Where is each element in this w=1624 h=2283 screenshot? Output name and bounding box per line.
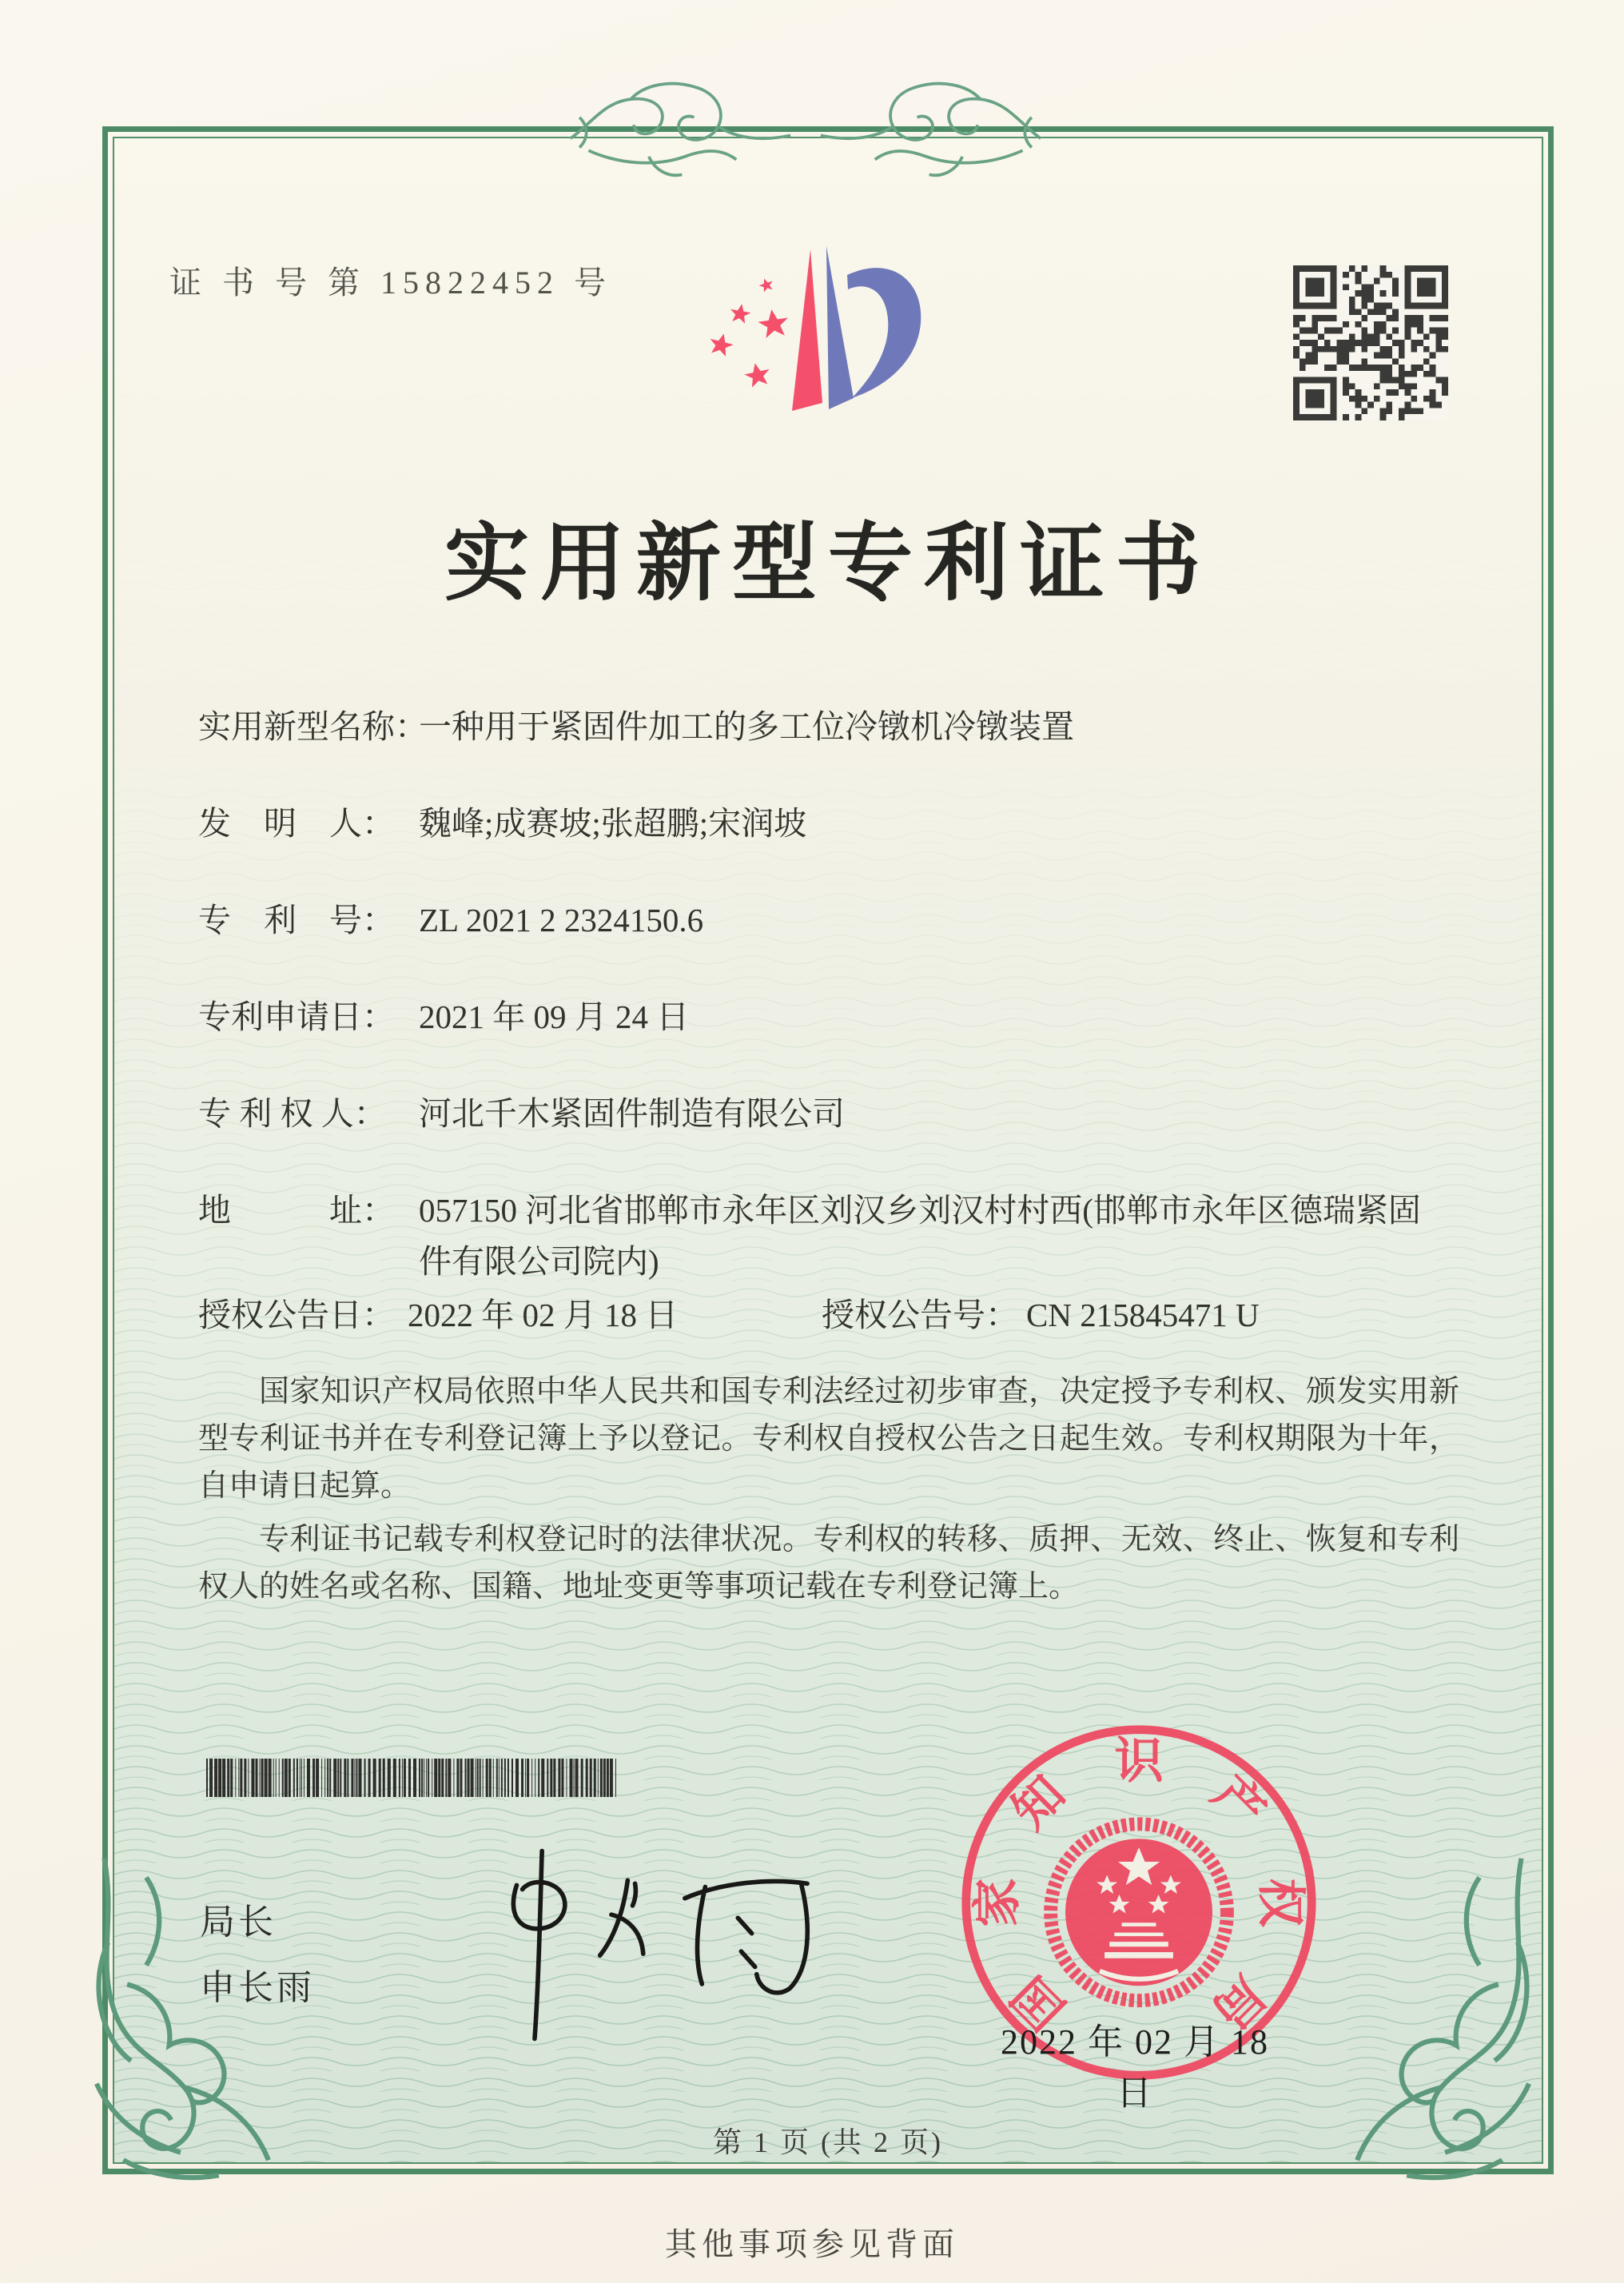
qr-code [1293, 265, 1448, 420]
director-name-label: 申长雨 [200, 1968, 315, 2007]
field-label: 授权公告号： [822, 1297, 1018, 1333]
field-patentee [198, 1089, 845, 1140]
back-side-note: 其他事项参见背面 [665, 2226, 959, 2262]
field-label: 实用新型名称： [198, 708, 428, 745]
seal-char: 产 [1202, 1766, 1276, 1839]
field-label: 发 明 人： [198, 805, 395, 842]
seal-char: 识 [1114, 1734, 1164, 1789]
seal-char: 国 [1002, 1966, 1076, 2039]
field-label: 专 利 号： [198, 902, 395, 938]
national-emblem-icon [1051, 1824, 1228, 2001]
field-value: 057150 河北省邯郸市永年区刘汉乡刘汉村村西(邯郸市永年区德瑞紧固件有限公司院内) [419, 1192, 1421, 1280]
field-filing-date [198, 992, 689, 1043]
seal-char: 局 [1202, 1966, 1276, 2039]
field-value: ZL 2021 2 2324150.6 [419, 902, 704, 938]
seal-char: 知 [1002, 1766, 1076, 1839]
barcode [205, 1759, 620, 1797]
field-patent-number [198, 895, 703, 946]
certificate-title: 实用新型专利证书 [444, 517, 1212, 611]
seal-date: 2022 年 02 月 18 日 [1001, 2022, 1269, 2113]
seal-char: 家 [970, 1878, 1025, 1927]
field-label: 专 利 权 人： [198, 1095, 387, 1132]
field-label: 专利申请日： [198, 998, 395, 1035]
field-value: 一种用于紧固件加工的多工位冷镦机冷镦装置 [419, 708, 1074, 745]
field-value: 河北千木紧固件制造有限公司 [419, 1095, 845, 1132]
field-label: 授权公告日： [198, 1297, 395, 1333]
field-value: 2022 年 02 月 18 日 [408, 1297, 679, 1333]
field-grant-date [198, 1289, 678, 1336]
legal-paragraph-1: 国家知识产权局依照中华人民共和国专利法经过初步审查，决定授予专利权、颁发实用新型专利证书并在专利登记簿上予以登记。专利权自授权公告之日起生效。专利权期限为十年，自申请日起算。 [198, 1375, 1459, 1503]
field-label: 地 址： [198, 1192, 395, 1229]
field-grant-number [822, 1289, 1260, 1336]
legal-paragraph-2: 专利证书记载专利权登记时的法律状况。专利权的转移、质押、无效、终止、恢复和专利权人的姓名或名称、国籍、地址变更等事项记载在专利登记簿上。 [198, 1522, 1459, 1604]
field-value: 魏峰;成赛坡;张超鹏;宋润坡 [419, 805, 807, 842]
director-role-label: 局长 [200, 1902, 277, 1942]
page-number-info: 第 1 页 (共 2 页) [713, 2126, 943, 2158]
certificate-number: 证 书 号 第 15822452 号 [169, 265, 612, 301]
legal-text-block [198, 1369, 1459, 1616]
director-handwritten-signature [460, 1831, 843, 2062]
field-address [198, 1185, 1442, 1287]
field-value: CN 215845471 U [1026, 1297, 1260, 1333]
seal-char: 权 [1252, 1878, 1308, 1927]
field-inventors [198, 799, 806, 850]
field-value: 2021 年 09 月 24 日 [419, 998, 690, 1035]
field-utility-model-name [198, 702, 1074, 753]
cnipa-logo-icon [689, 238, 929, 433]
